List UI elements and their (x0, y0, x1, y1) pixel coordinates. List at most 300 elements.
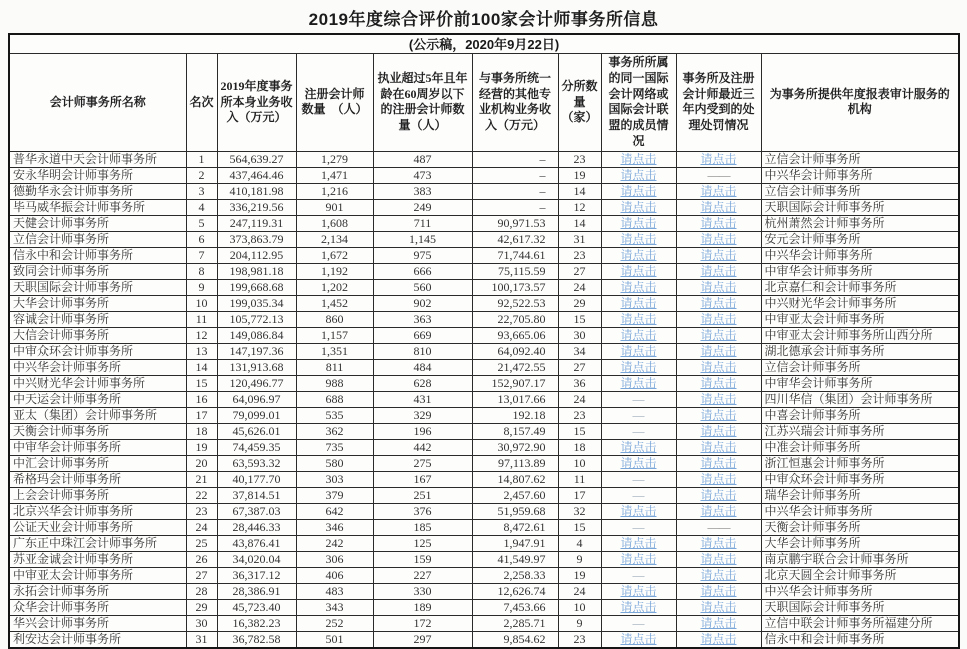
cpa-count: 1,608 (321, 215, 348, 230)
network-membership-cell (601, 407, 676, 423)
network-membership-cell (601, 167, 676, 183)
affiliate-income-cell (472, 631, 558, 648)
table-row (9, 487, 959, 503)
penalty-record-link[interactable]: 请点击 (700, 407, 737, 422)
table-row (9, 199, 959, 215)
affiliate-income: 21,472.55 (497, 359, 546, 374)
cpa-under60-count-cell (373, 279, 472, 295)
network-membership-link[interactable]: 请点击 (620, 583, 657, 598)
penalty-record-link[interactable]: 请点击 (700, 359, 737, 374)
penalty-record-link[interactable]: 请点击 (700, 423, 737, 438)
network-membership-dash: — (632, 519, 645, 534)
affiliate-income-cell (472, 151, 558, 167)
firm-name: 立信会计师事务所 (13, 231, 110, 246)
network-membership-link[interactable]: 请点击 (620, 359, 657, 374)
cpa-count: 362 (325, 423, 344, 438)
rank-cell (186, 295, 217, 311)
network-membership-link[interactable]: 请点击 (620, 551, 657, 566)
cpa-count: 1,202 (321, 279, 348, 294)
network-membership-cell (601, 295, 676, 311)
auditor-firm: 立信会计师事务所 (764, 151, 861, 166)
cpa-count-cell (296, 391, 373, 407)
penalty-record-cell (676, 215, 761, 231)
penalty-record-link[interactable]: 请点击 (700, 263, 737, 278)
cpa-under60-count-cell (373, 551, 472, 567)
affiliate-income: 97,113.89 (497, 455, 546, 470)
auditor-firm: 杭州萧然会计师事务所 (764, 215, 885, 230)
cpa-count-cell (296, 423, 373, 439)
network-membership-cell (601, 391, 676, 407)
penalty-record-cell (676, 551, 761, 567)
cpa-under60-count: 628 (413, 375, 432, 390)
cpa-count-cell (296, 567, 373, 583)
network-membership-cell (601, 615, 676, 631)
rank: 2 (198, 167, 205, 182)
affiliate-income: – (539, 183, 546, 198)
rank-cell (186, 167, 217, 183)
auditor-firm: 天衡会计师事务所 (764, 519, 861, 534)
firm-name-cell (9, 407, 186, 423)
penalty-record-link[interactable]: 请点击 (700, 311, 737, 326)
affiliate-income: 41,549.97 (497, 551, 546, 566)
cpa-under60-count: 376 (413, 503, 432, 518)
affiliate-income: 1,947.91 (503, 535, 546, 550)
network-membership-dash: — (632, 487, 645, 502)
auditor-firm-cell (761, 151, 959, 167)
auditor-firm-cell (761, 263, 959, 279)
branch-count-cell (558, 311, 601, 327)
auditor-firm: 信永中和会计师事务所 (764, 631, 885, 646)
branch-count-cell (558, 487, 601, 503)
rank: 20 (195, 455, 208, 470)
network-membership-cell (601, 279, 676, 295)
branch-count-cell (558, 423, 601, 439)
branch-count: 23 (573, 407, 586, 422)
auditor-firm-cell (761, 183, 959, 199)
penalty-record-link[interactable]: 请点击 (700, 343, 737, 358)
firm-name: 广东正中珠江会计师事务所 (13, 535, 158, 550)
cpa-count: 1,157 (321, 327, 348, 342)
revenue-2019-cell (217, 391, 296, 407)
affiliate-income-cell (472, 183, 558, 199)
affiliate-income: 90,971.53 (497, 215, 546, 230)
network-membership-link[interactable]: 请点击 (620, 167, 657, 182)
cpa-under60-count-cell (373, 167, 472, 183)
revenue-2019-cell (217, 471, 296, 487)
cpa-count-cell (296, 471, 373, 487)
cpa-under60-count: 329 (413, 407, 432, 422)
rank: 30 (195, 615, 208, 630)
rank-cell (186, 327, 217, 343)
firm-name: 普华永道中天会计师事务所 (13, 151, 158, 166)
revenue-2019-cell (217, 295, 296, 311)
rank-cell (186, 375, 217, 391)
cpa-count-cell (296, 631, 373, 648)
branch-count-cell (558, 599, 601, 615)
rank: 19 (195, 439, 208, 454)
penalty-record-cell (676, 343, 761, 359)
penalty-record-cell (676, 583, 761, 599)
rank-cell (186, 343, 217, 359)
penalty-record-link[interactable]: 请点击 (700, 503, 737, 518)
cpa-count-cell (296, 503, 373, 519)
cpa-under60-count: 125 (413, 535, 432, 550)
penalty-record-cell (676, 183, 761, 199)
cpa-under60-count-cell (373, 375, 472, 391)
penalty-record-link[interactable]: 请点击 (700, 583, 737, 598)
firm-name-cell (9, 439, 186, 455)
rank: 10 (195, 295, 208, 310)
rank-cell (186, 631, 217, 648)
penalty-record-link[interactable]: 请点击 (700, 231, 737, 246)
column-header-affiliate-income: 与事务所统一经营的其他专业机构业务收入（万元） (472, 54, 558, 152)
branch-count-cell (558, 199, 601, 215)
network-membership-link[interactable]: 请点击 (620, 215, 657, 230)
cpa-under60-count: 902 (413, 295, 432, 310)
network-membership-link[interactable]: 请点击 (620, 343, 657, 358)
network-membership-cell (601, 471, 676, 487)
network-membership-link[interactable]: 请点击 (620, 295, 657, 310)
penalty-record-link[interactable]: 请点击 (700, 631, 737, 646)
revenue-2019-cell (217, 519, 296, 535)
cpa-under60-count: 1,145 (409, 231, 436, 246)
revenue-2019: 247,119.31 (229, 215, 284, 230)
rank-cell (186, 215, 217, 231)
branch-count-cell (558, 167, 601, 183)
cpa-under60-count: 167 (413, 471, 432, 486)
firm-name: 中汇会计师事务所 (13, 455, 110, 470)
rank-cell (186, 407, 217, 423)
cpa-count: 346 (325, 519, 344, 534)
penalty-record-link[interactable]: 请点击 (700, 375, 737, 390)
auditor-firm-cell (761, 535, 959, 551)
network-membership-cell (601, 231, 676, 247)
penalty-record-cell (676, 295, 761, 311)
branch-count: 9 (576, 551, 583, 566)
network-membership-dash: — (632, 407, 645, 422)
table-row (9, 583, 959, 599)
revenue-2019-cell (217, 503, 296, 519)
auditor-firm: 立信会计师事务所 (764, 183, 861, 198)
table-row (9, 391, 959, 407)
auditor-firm-cell (761, 391, 959, 407)
rank: 13 (195, 343, 208, 358)
revenue-2019: 40,177.70 (232, 471, 281, 486)
auditor-firm: 湖北德承会计师事务所 (764, 343, 885, 358)
cpa-count: 688 (325, 391, 344, 406)
revenue-2019-cell (217, 487, 296, 503)
rank: 25 (195, 535, 208, 550)
network-membership-cell (601, 423, 676, 439)
cpa-under60-count: 297 (413, 631, 432, 646)
branch-count-cell (558, 279, 601, 295)
revenue-2019-cell (217, 439, 296, 455)
network-membership-link[interactable]: 请点击 (620, 535, 657, 550)
branch-count: 32 (573, 503, 586, 518)
affiliate-income-cell (472, 535, 558, 551)
cpa-under60-count-cell (373, 487, 472, 503)
firm-name-cell (9, 375, 186, 391)
cpa-under60-count-cell (373, 231, 472, 247)
revenue-2019: 79,099.01 (232, 407, 281, 422)
affiliate-income: – (539, 167, 546, 182)
affiliate-income-cell (472, 503, 558, 519)
cpa-under60-count-cell (373, 391, 472, 407)
rank: 14 (195, 359, 208, 374)
auditor-firm-cell (761, 199, 959, 215)
firm-name: 毕马威华振会计师事务所 (13, 199, 146, 214)
network-membership-link[interactable]: 请点击 (620, 231, 657, 246)
penalty-record-link[interactable]: 请点击 (700, 215, 737, 230)
cpa-count: 242 (325, 535, 344, 550)
cpa-count: 1,452 (321, 295, 348, 310)
network-membership-link[interactable]: 请点击 (620, 631, 657, 646)
revenue-2019: 204,112.95 (229, 247, 284, 262)
revenue-2019-cell (217, 199, 296, 215)
column-header-cpa-under60: 执业超过5年且年龄在60周岁以下的注册会计师数量（人） (373, 54, 472, 152)
cpa-count-cell (296, 583, 373, 599)
penalty-record-link[interactable]: 请点击 (700, 439, 737, 454)
firm-name-cell (9, 311, 186, 327)
branch-count-cell (558, 503, 601, 519)
firm-name: 中天运会计师事务所 (13, 391, 122, 406)
revenue-2019-cell (217, 599, 296, 615)
column-header-penalty: 事务所及注册会计师最近三年内受到的处理处罚情况 (676, 54, 761, 152)
network-membership-dash: — (632, 423, 645, 438)
affiliate-income: – (539, 151, 546, 166)
cpa-count-cell (296, 311, 373, 327)
revenue-2019-cell (217, 407, 296, 423)
auditor-firm-cell (761, 519, 959, 535)
network-membership-link[interactable]: 请点击 (620, 375, 657, 390)
penalty-record-link[interactable]: 请点击 (700, 247, 737, 262)
branch-count-cell (558, 343, 601, 359)
branch-count: 23 (573, 247, 586, 262)
branch-count: 18 (573, 439, 586, 454)
network-membership-link[interactable]: 请点击 (620, 311, 657, 326)
cpa-under60-count: 330 (413, 583, 432, 598)
penalty-record-link[interactable]: 请点击 (700, 199, 737, 214)
cpa-under60-count: 484 (413, 359, 432, 374)
branch-count: 36 (573, 375, 586, 390)
rank: 22 (195, 487, 208, 502)
table-row (9, 519, 959, 535)
affiliate-income: 51,959.68 (497, 503, 546, 518)
network-membership-cell (601, 199, 676, 215)
cpa-count: 988 (325, 375, 344, 390)
affiliate-income: 152,907.17 (491, 375, 546, 390)
revenue-2019-cell (217, 247, 296, 263)
cpa-under60-count-cell (373, 567, 472, 583)
penalty-record-link[interactable]: 请点击 (700, 599, 737, 614)
network-membership-cell (601, 631, 676, 648)
rank-cell (186, 199, 217, 215)
auditor-firm-cell (761, 455, 959, 471)
branch-count-cell (558, 551, 601, 567)
cpa-under60-count: 711 (413, 215, 432, 230)
branch-count: 24 (573, 391, 586, 406)
cpa-under60-count: 251 (413, 487, 432, 502)
rank: 26 (195, 551, 208, 566)
table-row (9, 455, 959, 471)
cpa-count-cell (296, 519, 373, 535)
cpa-count-cell (296, 535, 373, 551)
firm-name: 天健会计师事务所 (13, 215, 110, 230)
penalty-record-link[interactable]: 请点击 (700, 471, 737, 486)
branch-count: 34 (573, 343, 586, 358)
table-row (9, 439, 959, 455)
rank: 7 (198, 247, 205, 262)
firm-name: 大信会计师事务所 (13, 327, 110, 342)
penalty-record-cell (676, 167, 761, 183)
auditor-firm: 中审亚太会计师事务所山西分所 (764, 327, 933, 342)
cpa-under60-count-cell (373, 583, 472, 599)
network-membership-link[interactable]: 请点击 (620, 151, 657, 166)
firm-name-cell (9, 519, 186, 535)
cpa-count: 1,471 (321, 167, 348, 182)
penalty-record-link[interactable]: 请点击 (700, 535, 737, 550)
network-membership-cell (601, 503, 676, 519)
network-membership-link[interactable]: 请点击 (620, 439, 657, 454)
network-membership-link[interactable]: 请点击 (620, 183, 657, 198)
auditor-firm: 中兴华会计师事务所 (764, 583, 873, 598)
network-membership-cell (601, 183, 676, 199)
revenue-2019-cell (217, 551, 296, 567)
cpa-under60-count: 172 (413, 615, 432, 630)
penalty-record-link[interactable]: 请点击 (700, 455, 737, 470)
revenue-2019-cell (217, 615, 296, 631)
penalty-record-link[interactable]: 请点击 (700, 327, 737, 342)
cpa-under60-count-cell (373, 247, 472, 263)
penalty-record-link[interactable]: 请点击 (700, 567, 737, 582)
cpa-count: 1,216 (321, 183, 348, 198)
network-membership-link[interactable]: 请点击 (620, 279, 657, 294)
cpa-under60-count: 669 (413, 327, 432, 342)
rank: 15 (195, 375, 208, 390)
penalty-record-link[interactable]: 请点击 (700, 551, 737, 566)
firm-name: 德勤华永会计师事务所 (13, 183, 134, 198)
auditor-firm-cell (761, 247, 959, 263)
cpa-under60-count-cell (373, 295, 472, 311)
firm-name-cell (9, 599, 186, 615)
auditor-firm: 安元会计师事务所 (764, 231, 861, 246)
penalty-record-cell (676, 631, 761, 648)
penalty-record-link[interactable]: 请点击 (700, 183, 737, 198)
auditor-firm-cell (761, 407, 959, 423)
affiliate-income: 42,617.32 (497, 231, 546, 246)
affiliate-income: 30,972.90 (497, 439, 546, 454)
penalty-record-cell (676, 231, 761, 247)
network-membership-link[interactable]: 请点击 (620, 247, 657, 262)
network-membership-cell (601, 439, 676, 455)
network-membership-cell (601, 519, 676, 535)
cpa-under60-count-cell (373, 311, 472, 327)
penalty-record-link[interactable]: 请点击 (700, 151, 737, 166)
auditor-firm-cell (761, 327, 959, 343)
network-membership-dash: — (632, 391, 645, 406)
network-membership-cell (601, 567, 676, 583)
branch-count: 24 (573, 583, 586, 598)
cpa-under60-count: 810 (413, 343, 432, 358)
table-row (9, 535, 959, 551)
table-row (9, 279, 959, 295)
rank: 4 (198, 199, 205, 214)
penalty-record-link[interactable]: 请点击 (700, 391, 737, 406)
firm-name-cell (9, 503, 186, 519)
branch-count: 27 (573, 263, 586, 278)
network-membership-link[interactable]: 请点击 (620, 599, 657, 614)
penalty-record-link[interactable]: 请点击 (700, 279, 737, 294)
branch-count: 15 (573, 311, 586, 326)
affiliate-income: 75,115.59 (497, 263, 546, 278)
rank: 18 (195, 423, 208, 438)
network-membership-link[interactable]: 请点击 (620, 263, 657, 278)
network-membership-link[interactable]: 请点击 (620, 199, 657, 214)
branch-count-cell (558, 471, 601, 487)
rank-cell (186, 359, 217, 375)
revenue-2019-cell (217, 183, 296, 199)
auditor-firm: 天职国际会计师事务所 (764, 599, 885, 614)
table-row (9, 327, 959, 343)
revenue-2019-cell (217, 455, 296, 471)
auditor-firm-cell (761, 583, 959, 599)
revenue-2019: 74,459.35 (232, 439, 281, 454)
network-membership-link[interactable]: 请点击 (620, 503, 657, 518)
cpa-under60-count: 196 (413, 423, 432, 438)
penalty-record-cell (676, 503, 761, 519)
auditor-firm-cell (761, 551, 959, 567)
network-membership-link[interactable]: 请点击 (620, 327, 657, 342)
network-membership-cell (601, 551, 676, 567)
penalty-record-link[interactable]: 请点击 (700, 615, 737, 630)
rank: 17 (195, 407, 208, 422)
rank-cell (186, 471, 217, 487)
revenue-2019: 34,020.04 (232, 551, 281, 566)
branch-count: 23 (573, 631, 586, 646)
revenue-2019: 373,863.79 (229, 231, 284, 246)
auditor-firm-cell (761, 279, 959, 295)
cpa-under60-count-cell (373, 423, 472, 439)
table-row (9, 263, 959, 279)
revenue-2019-cell (217, 567, 296, 583)
penalty-record-link[interactable]: 请点击 (700, 487, 737, 502)
rank: 28 (195, 583, 208, 598)
branch-count-cell (558, 375, 601, 391)
affiliate-income: 100,173.57 (491, 279, 546, 294)
revenue-2019: 36,317.12 (232, 567, 281, 582)
affiliate-income-cell (472, 567, 558, 583)
penalty-record-link[interactable]: 请点击 (700, 295, 737, 310)
cpa-under60-count-cell (373, 631, 472, 648)
table-row (9, 567, 959, 583)
branch-count-cell (558, 455, 601, 471)
branch-count-cell (558, 631, 601, 648)
rank-cell (186, 231, 217, 247)
cpa-under60-count-cell (373, 471, 472, 487)
firm-name-cell (9, 327, 186, 343)
table-row (9, 407, 959, 423)
cpa-count: 379 (325, 487, 344, 502)
cpa-count: 535 (325, 407, 344, 422)
penalty-record-cell (676, 439, 761, 455)
firm-name-cell (9, 199, 186, 215)
network-membership-link[interactable]: 请点击 (620, 455, 657, 470)
firm-name: 中兴华会计师事务所 (13, 359, 122, 374)
auditor-firm-cell (761, 423, 959, 439)
auditor-firm-cell (761, 471, 959, 487)
affiliate-income-cell (472, 439, 558, 455)
cpa-under60-count-cell (373, 535, 472, 551)
